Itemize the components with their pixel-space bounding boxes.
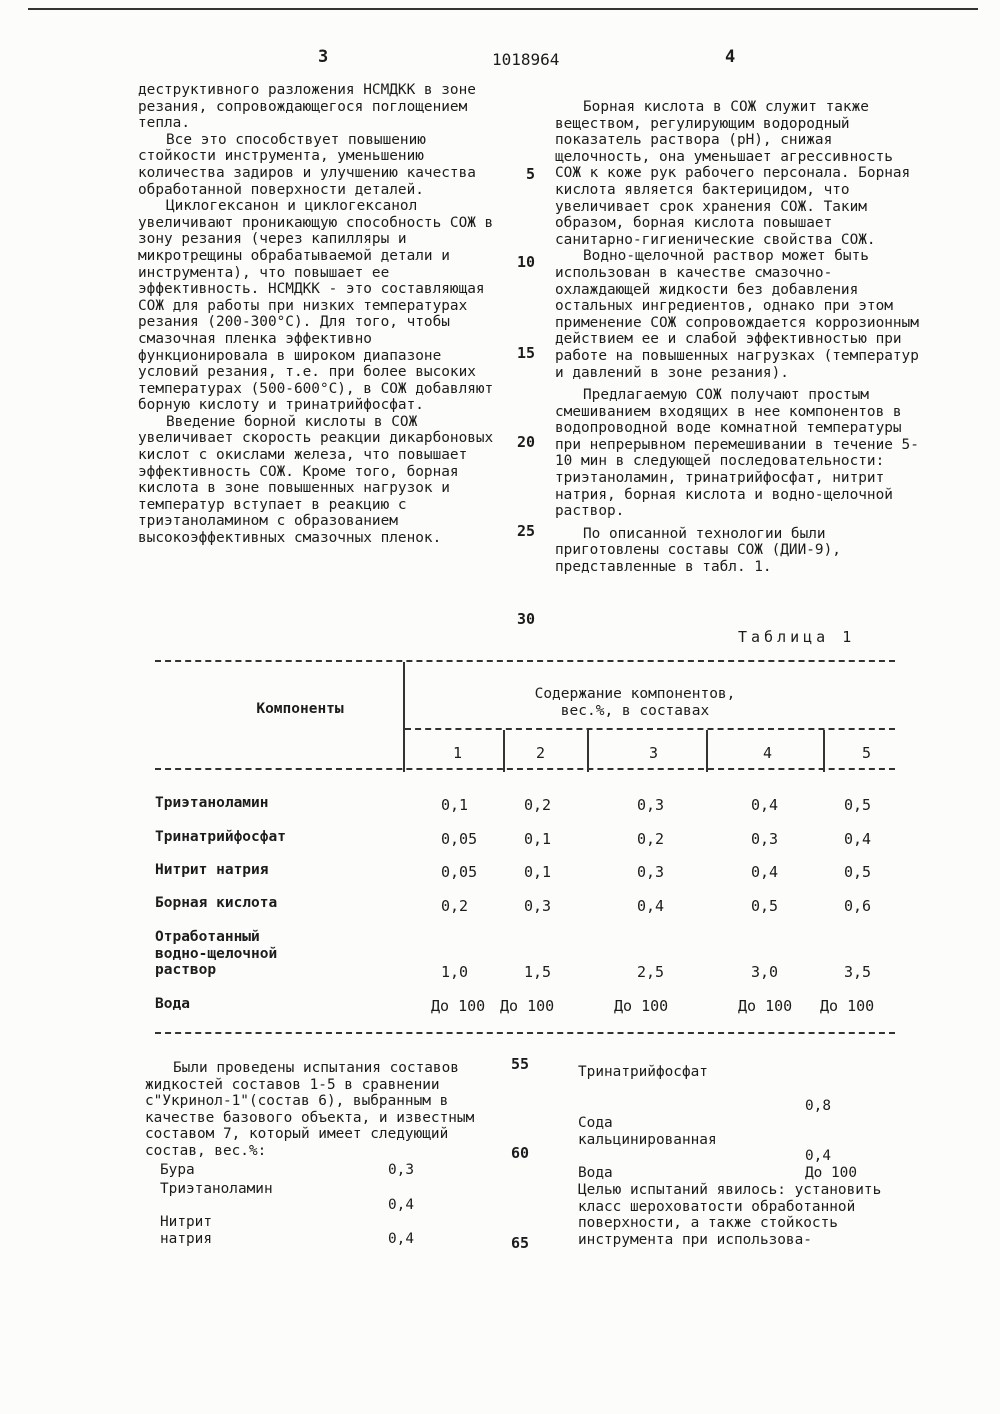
composition7-value-trisodium-phosphate: 0,8: [805, 1098, 831, 1114]
cell-r5-c4: 3,0: [751, 963, 779, 981]
cell-r5-c5: 3,5: [844, 963, 872, 981]
column-header-2: 2: [536, 744, 546, 762]
line-number-15: 15: [517, 344, 536, 362]
cell-r3-c3: 0,3: [637, 863, 665, 881]
table-header-bottom-rule: [155, 768, 895, 770]
components-header: Компоненты: [256, 701, 344, 717]
cell-r4-c2: 0,3: [524, 897, 552, 915]
composition7-value-sodium-nitrite: 0,4: [388, 1231, 414, 1247]
composition7-value-triethanolamine: 0,4: [388, 1197, 414, 1213]
line-number-20: 20: [517, 433, 536, 451]
composition7-item-triethanolamine: Триэтаноламин: [160, 1181, 273, 1197]
composition7-item-water: Вода: [578, 1165, 613, 1181]
table-divider-col2: [503, 730, 505, 772]
composition7-item-trisodium-phosphate: Тринатрийфосфат: [578, 1064, 708, 1080]
line-number-10: 10: [517, 253, 536, 271]
line-number-25: 25: [517, 522, 536, 540]
table-divider-col3: [587, 730, 589, 772]
cell-r2-c1: 0,05: [441, 830, 478, 848]
cell-r6-c1: До 100: [431, 997, 486, 1015]
line-number-60: 60: [511, 1144, 530, 1162]
line-number-5: 5: [526, 165, 536, 183]
cell-r3-c5: 0,5: [844, 863, 872, 881]
right-column: [555, 99, 923, 576]
left-paragraph-2: Все это способствует повышению стойкости инструмента, уменьшению количества задиров и улучшению качества обработанной поверхности деталей.: [138, 131, 476, 198]
cell-r5-c3: 2,5: [637, 963, 665, 981]
cell-r2-c4: 0,3: [751, 830, 779, 848]
composition7-value-calcined-soda: 0,4: [805, 1148, 831, 1164]
cell-r3-c4: 0,4: [751, 863, 779, 881]
composition7-item-sodium-nitrite: Нитрит натрия: [160, 1214, 212, 1247]
bottom-right-paragraph: [578, 1182, 923, 1248]
cell-r4-c5: 0,6: [844, 897, 872, 915]
composition7-item-borax: Бура: [160, 1162, 195, 1178]
table-bottom-rule: [155, 1032, 895, 1034]
row-label-trisodium-phosphate: Тринатрийфосфат: [155, 829, 286, 845]
row-label-sodium-nitrite: Нитрит натрия: [155, 862, 269, 878]
row-label-boric-acid: Борная кислота: [155, 895, 278, 911]
left-column: [138, 82, 500, 547]
bottom-left-text: Были проведены испытания составов жидкостей составов 1-5 в сравнении с"Укринол-1"(состав 6), выбранным в качестве базового объекта, и известным составом 7, который имеет следующий состав, вес.%:: [145, 1060, 475, 1159]
cell-r2-c2: 0,1: [524, 830, 552, 848]
table-top-rule: [155, 660, 895, 662]
cell-r6-c2: До 100: [500, 997, 555, 1015]
cell-r4-c3: 0,4: [637, 897, 665, 915]
cell-r1-c4: 0,4: [751, 796, 779, 814]
right-paragraph-2: Водно-щелочной раствор может быть использован в качестве смазочно-охлаждающей жидкости без добавления остальных ингредиентов, однако при этом применение СОЖ сопровождается коррозионным действием ее и слабой эффективностью при работе на повышенных нагрузках (температур и давлений в зоне резания).: [555, 248, 919, 381]
table-divider-main: [403, 662, 405, 772]
bottom-left-paragraph: [145, 1060, 490, 1160]
line-number-65: 65: [511, 1234, 530, 1252]
cell-r2-c5: 0,4: [844, 830, 872, 848]
column-header-3: 3: [649, 744, 659, 762]
table-caption: Таблица 1: [738, 628, 856, 646]
bottom-right-text: Целью испытаний явилось: установить класс шероховатости обработанной поверхности, а также стойкость инструмента при использова-: [578, 1182, 882, 1248]
page-number-left: 3: [318, 47, 329, 67]
right-paragraph-3: Предлагаемую СОЖ получают простым смешиванием входящих в нее компонентов в водопроводной воде комнатной температуры при непрерывном перемешивании в течение 5-10 мин в следующей последовательности: триэтаноламин, тринатрийфосфат, нитрит натрия, борная кислота и водно-щелочной раствор.: [555, 387, 919, 520]
page-number-right: 4: [725, 47, 736, 67]
cell-r3-c2: 0,1: [524, 863, 552, 881]
cell-r6-c4: До 100: [738, 997, 793, 1015]
right-paragraph-4: По описанной технологии были приготовлены составы СОЖ (ДИИ-9), представленные в табл. 1.: [555, 525, 841, 576]
table-divider-col5: [823, 730, 825, 772]
cell-r2-c3: 0,2: [637, 830, 665, 848]
row-label-spent-alkaline-solution: Отработанный водно-щелочной раствор: [155, 929, 278, 979]
column-header-4: 4: [763, 744, 773, 762]
cell-r4-c1: 0,2: [441, 897, 469, 915]
column-header-5: 5: [862, 744, 872, 762]
left-paragraph-1: деструктивного разложения НСМДКК в зоне резания, сопровождающегося поглощением тепла.: [138, 82, 476, 132]
cell-r6-c5: До 100: [820, 997, 875, 1015]
composition7-item-calcined-soda: Сода кальцинированная: [578, 1115, 717, 1148]
composition7-value-water: До 100: [805, 1165, 857, 1181]
line-number-30: 30: [517, 610, 536, 628]
cell-r3-c1: 0,05: [441, 863, 478, 881]
cell-r5-c2: 1,5: [524, 963, 552, 981]
top-rule: [28, 8, 978, 10]
composition7-value-borax: 0,3: [388, 1162, 414, 1178]
cell-r1-c2: 0,2: [524, 796, 552, 814]
right-paragraph-1: Борная кислота в СОЖ служит также веществом, регулирующим водородный показатель раствора (рН), снижая щелочность, она уменьшает агрессивность СОЖ к коже рук рабочего персонала. Борная кислота является бактерицидом, что увеличивает срок хранения СОЖ. Таким образом, борная кислота повышает санитарно-гигиенические свойства СОЖ.: [555, 99, 911, 248]
line-number-55: 55: [511, 1055, 530, 1073]
cell-r1-c3: 0,3: [637, 796, 665, 814]
cell-r1-c1: 0,1: [441, 796, 469, 814]
left-paragraph-3: Циклогексанон и циклогексанол увеличивают проникающую способность СОЖ в зону резания (через капилляры и микротрещины обрабатываемой детали и инструмента), что повышает ее эффективность. НСМДКК - это составляющая СОЖ для работы при низких температурах резания (200-300°С). Для того, чтобы смазочная пленка эффективно функционировала в широком диапазоне условий резания, т.е. при более высоких температурах (500-600°С), в СОЖ добавляют борную кислоту и тринатрийфосфат.: [138, 198, 494, 414]
cell-r6-c3: До 100: [614, 997, 669, 1015]
row-label-water: Вода: [155, 996, 190, 1012]
cell-r5-c1: 1,0: [441, 963, 469, 981]
cell-r4-c4: 0,5: [751, 897, 779, 915]
left-paragraph-4: Введение борной кислоты в СОЖ увеличивает скорость реакции дикарбоновых кислот с окислами железа, что повышает эффективность СОЖ. Кроме того, борная кислота в зоне повышенных нагрузок и температур вступает в реакцию с триэтаноламином с образованием высокоэффективных смазочных пленок.: [138, 413, 494, 547]
table-divider-col4: [706, 730, 708, 772]
cell-r1-c5: 0,5: [844, 796, 872, 814]
patent-number: 1018964: [492, 50, 560, 69]
table-header-mid-rule: [405, 728, 895, 730]
row-label-triethanolamine: Триэтаноламин: [155, 795, 269, 811]
column-header-1: 1: [453, 744, 463, 762]
content-header: Содержание компонентов, вес.%, в составах: [534, 686, 736, 719]
